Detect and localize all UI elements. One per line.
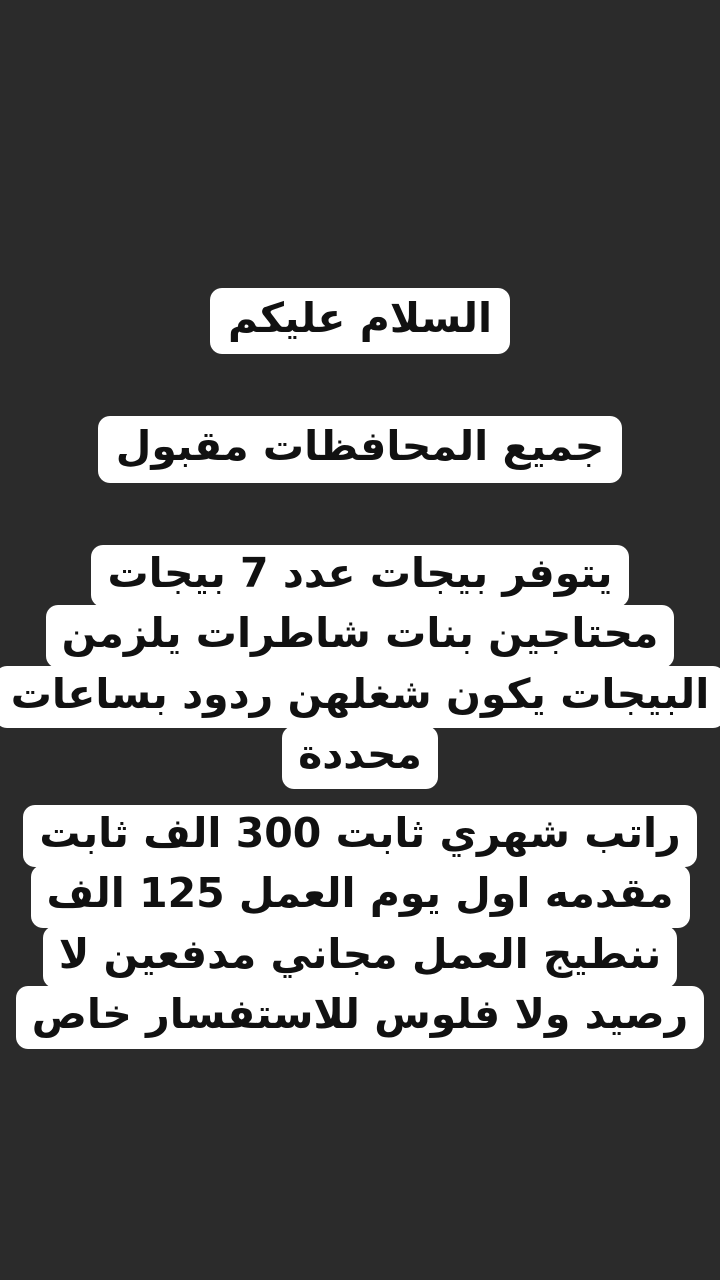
text-line: البيجات يكون شغلهن ردود بساعات xyxy=(0,666,720,728)
text-line: محتاجين بنات شاطرات يلزمن xyxy=(46,605,675,667)
text-line: رصيد ولا فلوس للاستفسار خاص xyxy=(16,986,705,1048)
text-line: السلام عليكم xyxy=(210,288,510,354)
text-block-offer xyxy=(0,545,720,787)
text-line: محددة xyxy=(282,726,438,788)
text-line: راتب شهري ثابت 300 الف ثابت xyxy=(23,805,696,867)
text-block-provinces xyxy=(0,416,720,482)
text-block-greeting xyxy=(0,288,720,354)
text-line: جميع المحافظات مقبول xyxy=(98,416,623,482)
text-block-salary xyxy=(0,805,720,1047)
text-line: ننطيج العمل مجاني مدفعين لا xyxy=(43,926,678,988)
text-line: يتوفر بيجات عدد 7 بيجات xyxy=(91,545,628,607)
text-line: مقدمه اول يوم العمل 125 الف xyxy=(31,865,690,927)
